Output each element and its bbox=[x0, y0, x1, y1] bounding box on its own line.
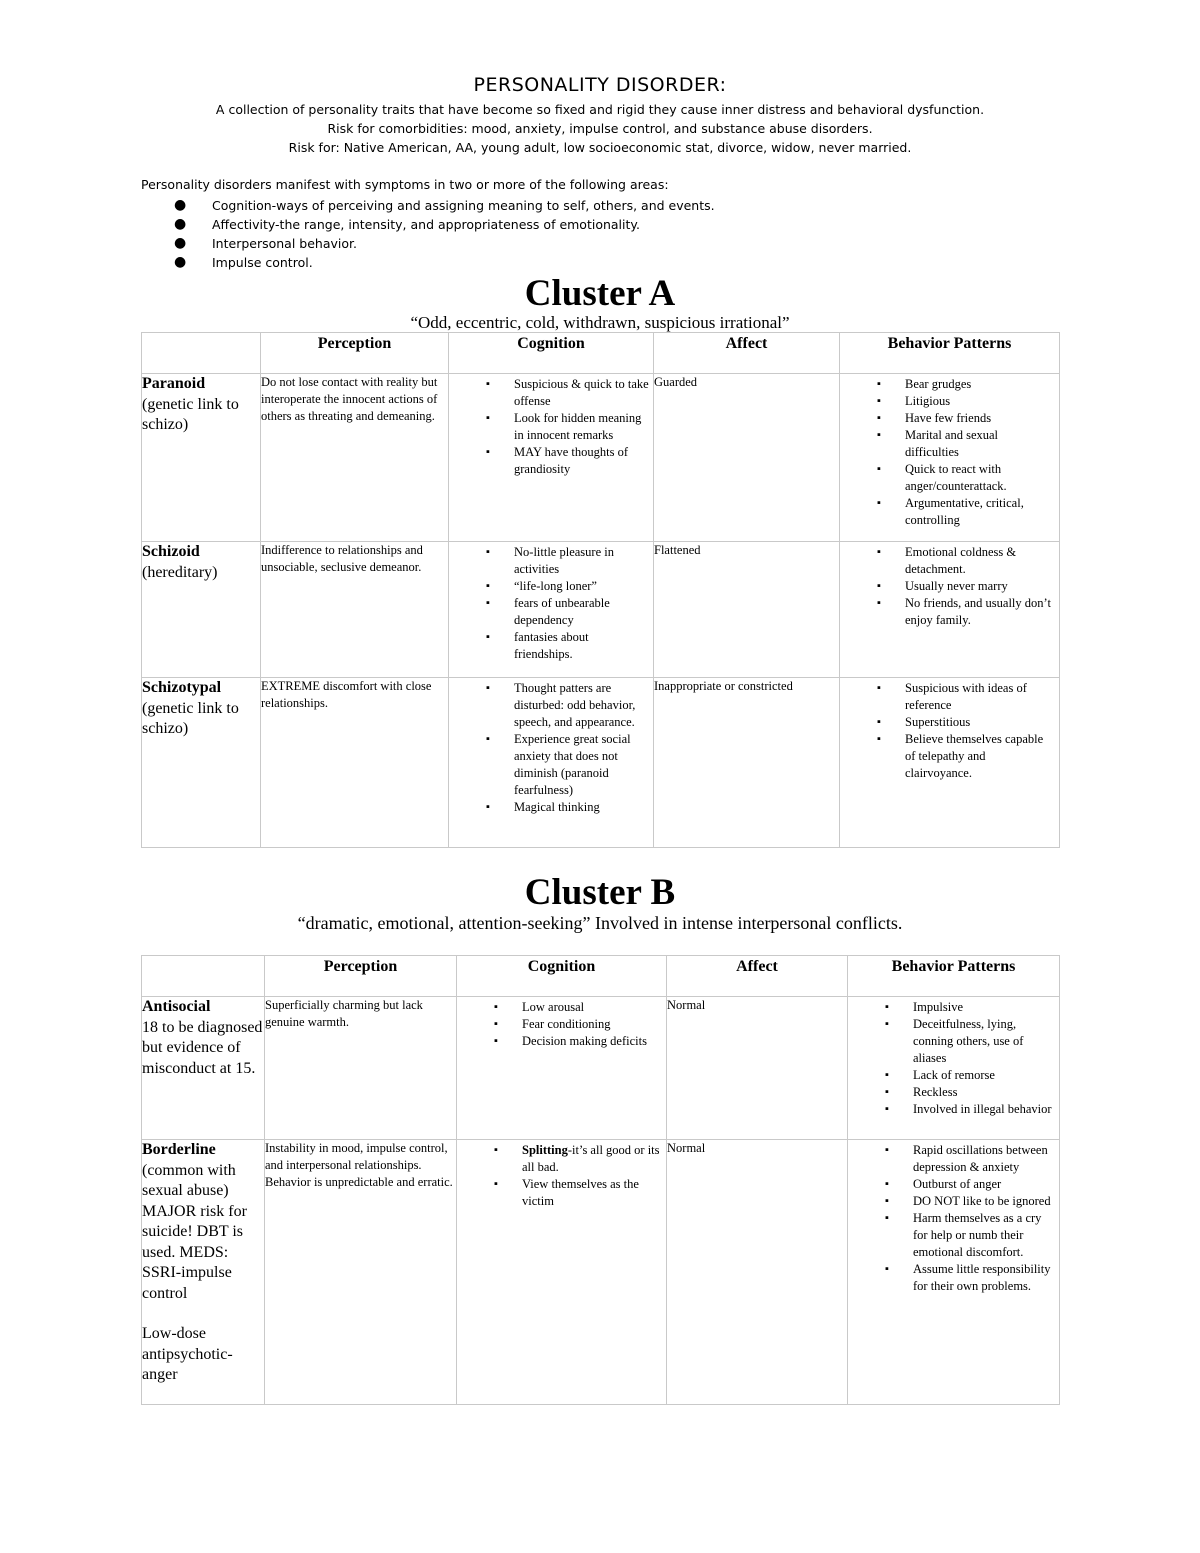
list-item: ▪ Fear conditioning bbox=[457, 1016, 662, 1033]
list-item: ▪ Low arousal bbox=[457, 999, 662, 1016]
areas-list bbox=[141, 196, 715, 272]
list-item: ▪ Believe themselves capable of telepathy and clairvoyance. bbox=[840, 731, 1055, 782]
list-item: ▪ Lack of remorse bbox=[848, 1067, 1055, 1084]
list-item: ▪ Quick to react with anger/counterattack. bbox=[840, 461, 1055, 495]
behavior-cell bbox=[840, 374, 1060, 542]
perception-cell: Do not lose contact with reality but interoperate the innocent actions of others as threating and demeaning. bbox=[261, 374, 449, 542]
header-affect: Affect bbox=[654, 333, 840, 374]
cluster-b-subtitle: “dramatic, emotional, attention-seeking” Involved in intense interpersonal conflicts. bbox=[297, 913, 903, 933]
list-item: ▪ Experience great social anxiety that does not diminish (paranoid fearfulness) bbox=[449, 731, 649, 799]
list-item: ▪ fears of unbearable dependency bbox=[449, 595, 649, 629]
intro-definition: A collection of personality traits that have become so fixed and rigid they cause inner distress and behavioral dysfunction. bbox=[215, 102, 985, 117]
list-item: ▪ Reckless bbox=[848, 1084, 1055, 1101]
table-header-row bbox=[142, 956, 1060, 997]
table-row bbox=[142, 1140, 1060, 1405]
list-item: ▪ Thought patters are disturbed: odd behavior, speech, and appearance. bbox=[449, 680, 649, 731]
table-row bbox=[142, 678, 1060, 848]
list-item: ▪ Usually never marry bbox=[840, 578, 1055, 595]
list-item: ▪ No friends, and usually don’t enjoy family. bbox=[840, 595, 1055, 629]
list-item: ▪ Superstitious bbox=[840, 714, 1055, 731]
list-item: ● Affectivity-the range, intensity, and appropriateness of emotionality. bbox=[174, 216, 640, 232]
list-item: ▪ Marital and sexual difficulties bbox=[840, 427, 1055, 461]
list-item: ▪ Splitting-it’s all good or its all bad. bbox=[457, 1142, 662, 1176]
behavior-cell bbox=[840, 542, 1060, 678]
list-item: ● Impulse control. bbox=[174, 254, 313, 270]
header-blank bbox=[142, 333, 261, 374]
table-row bbox=[142, 374, 1060, 542]
list-item: ● Cognition-ways of perceiving and assigning meaning to self, others, and events. bbox=[174, 197, 715, 213]
list-item: ● Interpersonal behavior. bbox=[174, 235, 357, 251]
list-item: ▪ “life-long loner” bbox=[449, 578, 649, 595]
list-item: ▪ Outburst of anger bbox=[848, 1176, 1055, 1193]
affect-cell: Inappropriate or constricted bbox=[654, 678, 840, 848]
cluster-a-title: Cluster A bbox=[524, 273, 676, 314]
row-label: Antisocial 18 to be diagnosed but evidence of misconduct at 15. bbox=[142, 997, 265, 1140]
bullet-icon: ● bbox=[174, 254, 187, 270]
list-item: ▪ Magical thinking bbox=[449, 799, 649, 816]
list-item: ▪ No-little pleasure in activities bbox=[449, 544, 649, 578]
row-label: Schizoid (hereditary) bbox=[142, 542, 261, 678]
behavior-cell bbox=[848, 997, 1060, 1140]
list-item: ▪ Have few friends bbox=[840, 410, 1055, 427]
list-item: ▪ Involved in illegal behavior bbox=[848, 1101, 1055, 1118]
behavior-cell bbox=[840, 678, 1060, 848]
cluster-b-title: Cluster B bbox=[524, 872, 676, 913]
row-label: Borderline (common with sexual abuse) MAJOR risk for suicide! DBT is used. MEDS: SSRI-impulse control Low-dose antipsychotic-anger bbox=[142, 1140, 265, 1405]
list-item: ▪ Deceitfulness, lying, conning others, use of aliases bbox=[848, 1016, 1055, 1067]
list-item: ▪ MAY have thoughts of grandiosity bbox=[449, 444, 649, 478]
document-title: PERSONALITY DISORDER: bbox=[473, 74, 727, 96]
list-item: ▪ View themselves as the victim bbox=[457, 1176, 662, 1210]
header-cognition: Cognition bbox=[449, 333, 654, 374]
list-item: ▪ Litigious bbox=[840, 393, 1055, 410]
header-affect: Affect bbox=[667, 956, 848, 997]
header-blank bbox=[142, 956, 265, 997]
list-item: ▪ fantasies about friendships. bbox=[449, 629, 649, 663]
affect-cell: Flattened bbox=[654, 542, 840, 678]
list-item: ▪ Impulsive bbox=[848, 999, 1055, 1016]
bullet-icon: ● bbox=[174, 216, 187, 232]
table-header-row bbox=[142, 333, 1060, 374]
cognition-cell bbox=[457, 997, 667, 1140]
row-label: Paranoid (genetic link to schizo) bbox=[142, 374, 261, 542]
intro-comorbidities: Risk for comorbidities: mood, anxiety, impulse control, and substance abuse disorders. bbox=[327, 121, 873, 136]
header-behavior: Behavior Patterns bbox=[848, 956, 1060, 997]
table-row bbox=[142, 997, 1060, 1140]
perception-cell: Indifference to relationships and unsociable, seclusive demeanor. bbox=[261, 542, 449, 678]
list-item: ▪ Bear grudges bbox=[840, 376, 1055, 393]
header-cognition: Cognition bbox=[457, 956, 667, 997]
list-item: ▪ Decision making deficits bbox=[457, 1033, 662, 1050]
cognition-cell bbox=[457, 1140, 667, 1405]
table-row bbox=[142, 542, 1060, 678]
cognition-cell bbox=[449, 374, 654, 542]
list-item: ▪ Look for hidden meaning in innocent remarks bbox=[449, 410, 649, 444]
header-behavior: Behavior Patterns bbox=[840, 333, 1060, 374]
perception-cell: EXTREME discomfort with close relationships. bbox=[261, 678, 449, 848]
list-item: ▪ Harm themselves as a cry for help or numb their emotional discomfort. bbox=[848, 1210, 1055, 1261]
list-item: ▪ Assume little responsibility for their own problems. bbox=[848, 1261, 1055, 1295]
affect-cell: Guarded bbox=[654, 374, 840, 542]
perception-cell: Instability in mood, impulse control, and interpersonal relationships. Behavior is unpredictable and erratic. bbox=[265, 1140, 457, 1405]
bullet-icon: ● bbox=[174, 235, 187, 251]
cluster-b-table bbox=[141, 955, 1060, 1405]
perception-cell: Superficially charming but lack genuine warmth. bbox=[265, 997, 457, 1140]
row-label: Schizotypal (genetic link to schizo) bbox=[142, 678, 261, 848]
header-perception: Perception bbox=[265, 956, 457, 997]
areas-lead: Personality disorders manifest with symptoms in two or more of the following areas: bbox=[141, 177, 669, 192]
list-item: ▪ Suspicious with ideas of reference bbox=[840, 680, 1055, 714]
cognition-cell bbox=[449, 542, 654, 678]
behavior-cell bbox=[848, 1140, 1060, 1405]
affect-cell: Normal bbox=[667, 1140, 848, 1405]
intro-risk: Risk for: Native American, AA, young adult, low socioeconomic stat, divorce, widow, never married. bbox=[288, 140, 912, 155]
bullet-icon: ● bbox=[174, 197, 187, 213]
cognition-cell bbox=[449, 678, 654, 848]
list-item: ▪ Emotional coldness & detachment. bbox=[840, 544, 1055, 578]
header-perception: Perception bbox=[261, 333, 449, 374]
cluster-a-table bbox=[141, 332, 1060, 848]
list-item: ▪ Argumentative, critical, controlling bbox=[840, 495, 1055, 529]
cluster-a-subtitle: “Odd, eccentric, cold, withdrawn, suspicious irrational” bbox=[410, 313, 790, 332]
affect-cell: Normal bbox=[667, 997, 848, 1140]
list-item: ▪ DO NOT like to be ignored bbox=[848, 1193, 1055, 1210]
list-item: ▪ Rapid oscillations between depression & anxiety bbox=[848, 1142, 1055, 1176]
list-item: ▪ Suspicious & quick to take offense bbox=[449, 376, 649, 410]
